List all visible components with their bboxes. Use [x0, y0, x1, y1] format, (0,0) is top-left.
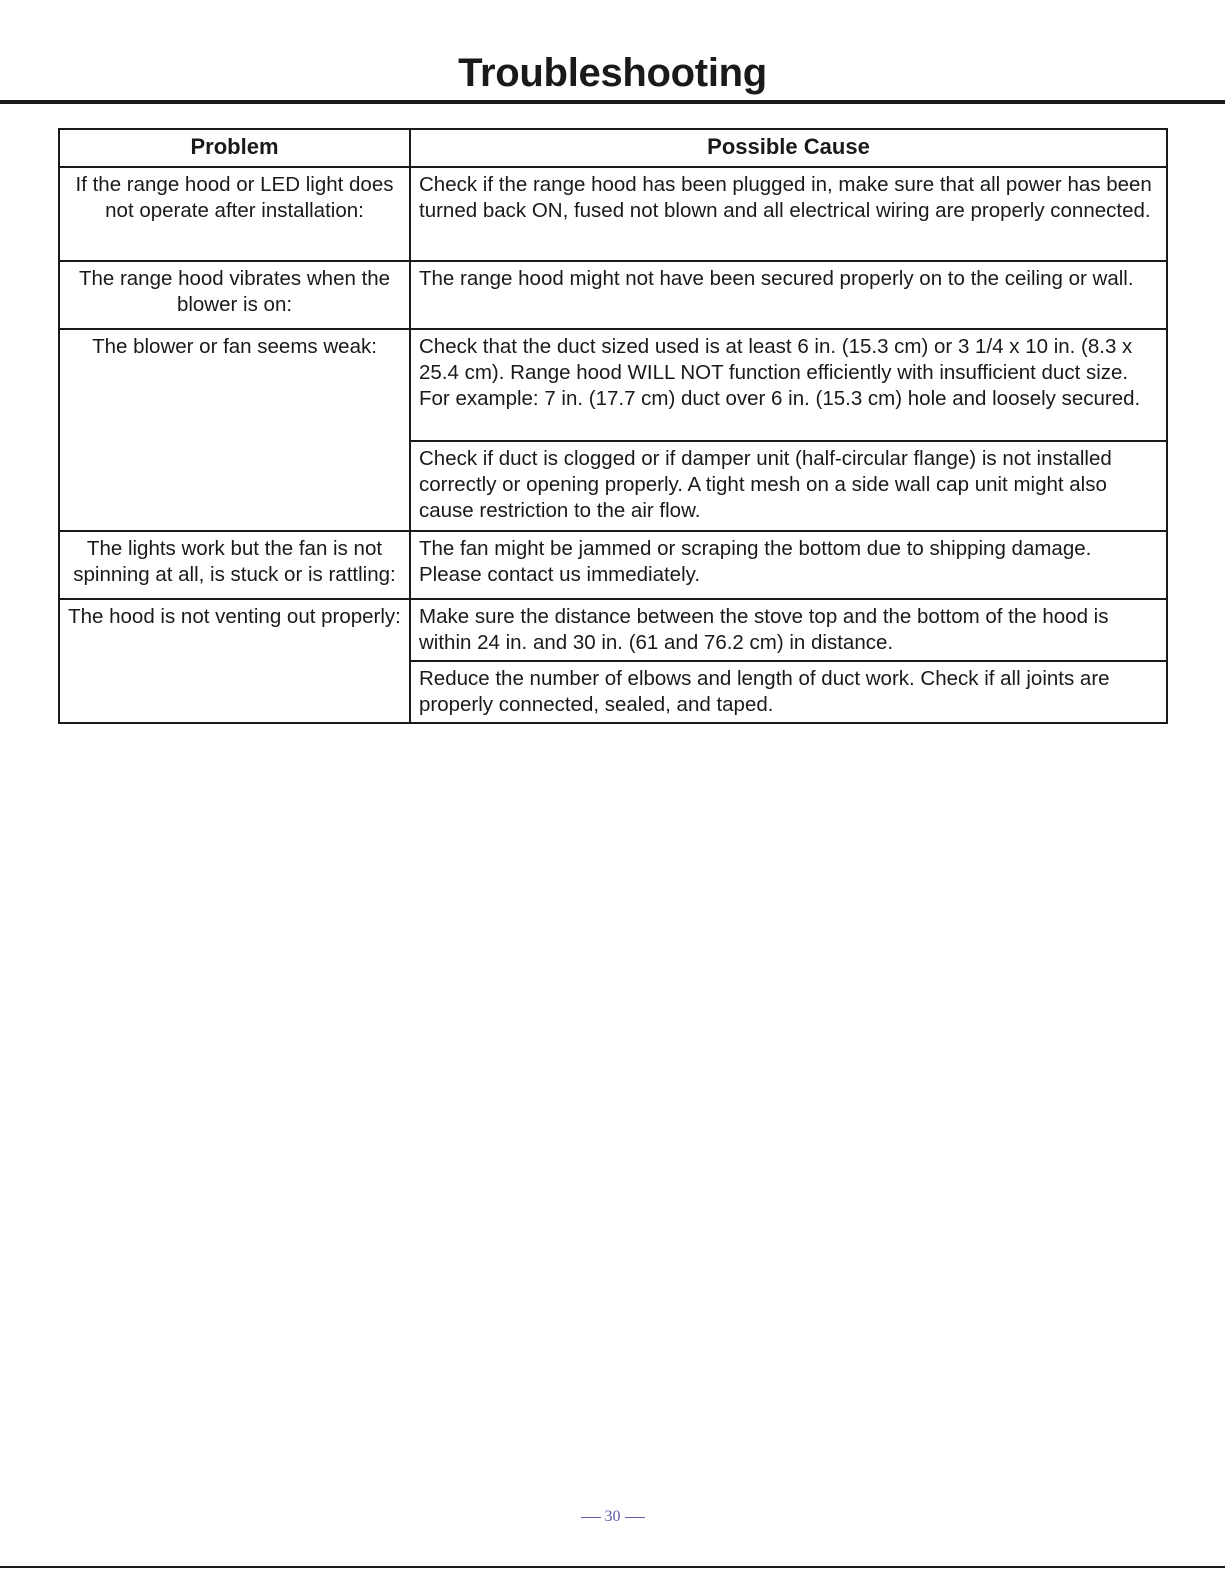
table-row — [59, 329, 1167, 441]
page-footer — [0, 1508, 1225, 1526]
table-header-row — [59, 129, 1167, 167]
problem-cell: The range hood vibrates when the blower is on: — [59, 261, 410, 329]
table-row — [59, 167, 1167, 261]
problem-cell: The lights work but the fan is not spinning at all, is stuck or is rattling: — [59, 531, 410, 599]
table-row — [59, 261, 1167, 329]
page-number: 30 — [604, 1508, 621, 1525]
cause-cell: Reduce the number of elbows and length of duct work. Check if all joints are properly connected, sealed, and taped. — [410, 661, 1167, 723]
page-title: Troubleshooting — [458, 51, 767, 95]
title-divider — [0, 100, 1225, 104]
problem-cell: The blower or fan seems weak: — [59, 329, 410, 531]
problem-cell: The hood is not venting out properly: — [59, 599, 410, 723]
cause-cell: Check if the range hood has been plugged in, make sure that all power has been turned back ON, fused not blown and all electrical wiring are properly connected. — [410, 167, 1167, 261]
cause-cell: The fan might be jammed or scraping the bottom due to shipping damage. Please contact us immediately. — [410, 531, 1167, 599]
problem-column-header: Problem — [59, 129, 410, 167]
troubleshooting-table — [58, 128, 1168, 724]
cause-cell: Make sure the distance between the stove top and the bottom of the hood is within 24 in. and 30 in. (61 and 76.2 cm) in distance. — [410, 599, 1167, 661]
cause-cell: Check that the duct sized used is at least 6 in. (15.3 cm) or 3 1/4 x 10 in. (8.3 x 25.4 cm). Range hood WILL NOT function efficiently with insufficient duct size. For example: 7 in. (17.7 cm) duct over 6 in. (15.3 cm) hole and loosely secured. — [410, 329, 1167, 441]
cause-cell: Check if duct is clogged or if damper unit (half-circular flange) is not installed correctly or opening properly. A tight mesh on a side wall cap unit might also cause restriction to the air flow. — [410, 441, 1167, 531]
cause-column-header: Possible Cause — [410, 129, 1167, 167]
table-row — [59, 531, 1167, 599]
cause-cell: The range hood might not have been secured properly on to the ceiling or wall. — [410, 261, 1167, 329]
table-row — [59, 599, 1167, 661]
bottom-divider — [0, 1566, 1225, 1568]
problem-cell: If the range hood or LED light does not operate after installation: — [59, 167, 410, 261]
footer-dash-left — [581, 1517, 601, 1518]
footer-dash-right — [625, 1517, 645, 1518]
